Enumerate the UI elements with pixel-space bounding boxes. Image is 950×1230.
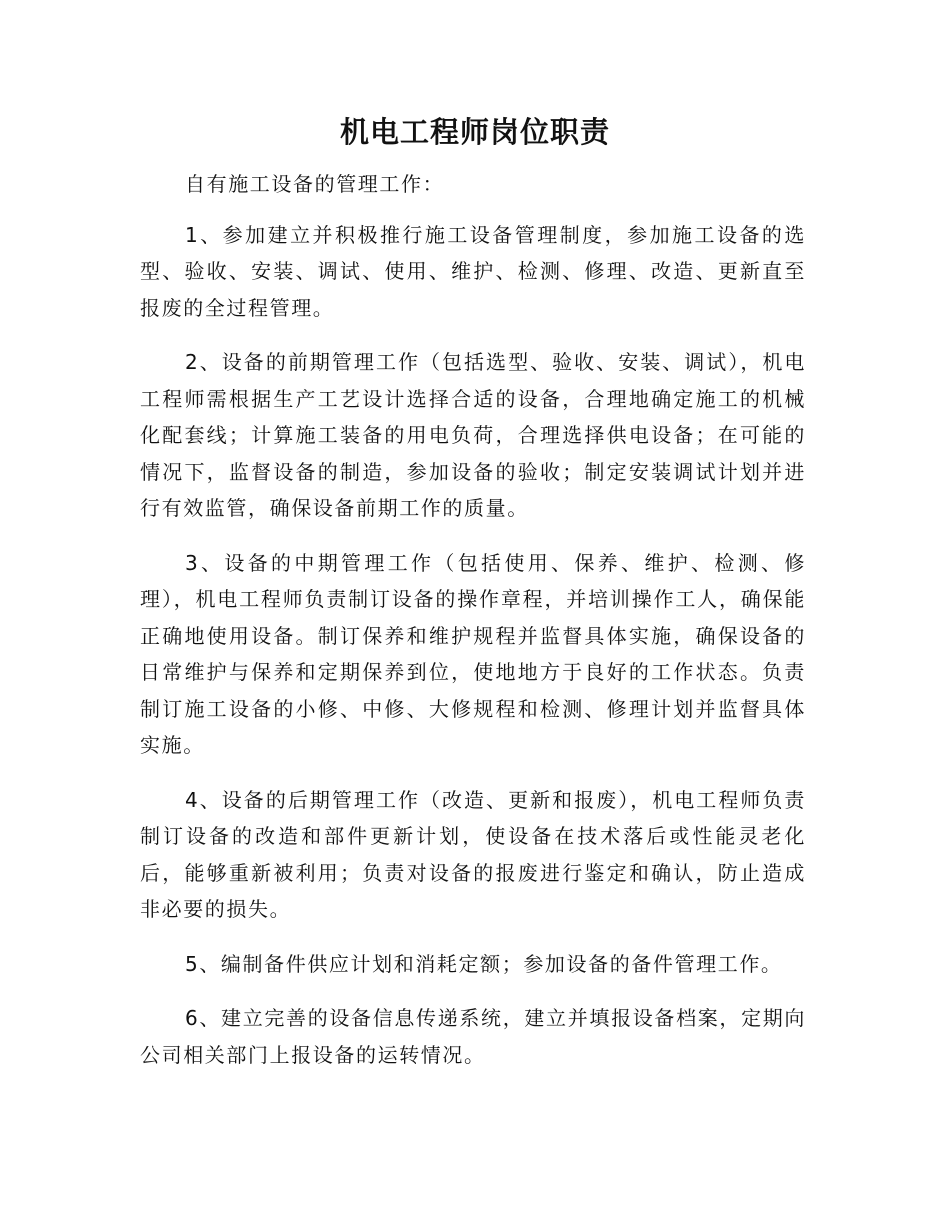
paragraph-item-2: 2、设备的前期管理工作（包括选型、验收、安装、调试），机电工程师需根据生产工艺设计选择合适的设备，合理地确定施工的机械化配套线；计算施工装备的用电负荷，合理选择供电设备；在可能的情况下，监督设备的制造，参加设备的验收；制定安装调试计划并进行有效监管，确保设备前期工作的质量。 (140, 350, 806, 520)
paragraph-item-1: 1、参加建立并积极推行施工设备管理制度，参加施工设备的选型、验收、安装、调试、使用、维护、检测、修理、改造、更新直至报废的全过程管理。 (140, 222, 806, 320)
paragraph-item-5: 5、编制备件供应计划和消耗定额；参加设备的备件管理工作。 (185, 951, 783, 976)
paragraph-intro: 自有施工设备的管理工作： (185, 172, 445, 196)
paragraph-item-6: 6、建立完善的设备信息传递系统，建立并填报设备档案，定期向公司相关部门上报设备的运转情况。 (140, 1006, 806, 1067)
paragraph-item-3: 3、设备的中期管理工作（包括使用、保养、维护、检测、修理），机电工程师负责制订设备的操作章程，并培训操作工人，确保能正确地使用设备。制订保养和维护规程并监督具体实施，确保设备的日常维护与保养和定期保养到位，使地地方于良好的工作状态。负责制订施工设备的小修、中修、大修规程和检测、修理计划并监督具体实施。 (140, 550, 806, 757)
document-body (140, 166, 806, 1091)
document-title: 机电工程师岗位职责 (339, 115, 610, 149)
paragraph-item-4: 4、设备的后期管理工作（改造、更新和报废），机电工程师负责制订设备的改造和部件更新计划，使设备在技术落后或性能灵老化后，能够重新被利用；负责对设备的报废进行鉴定和确认，防止造成非必要的损失。 (140, 787, 806, 921)
